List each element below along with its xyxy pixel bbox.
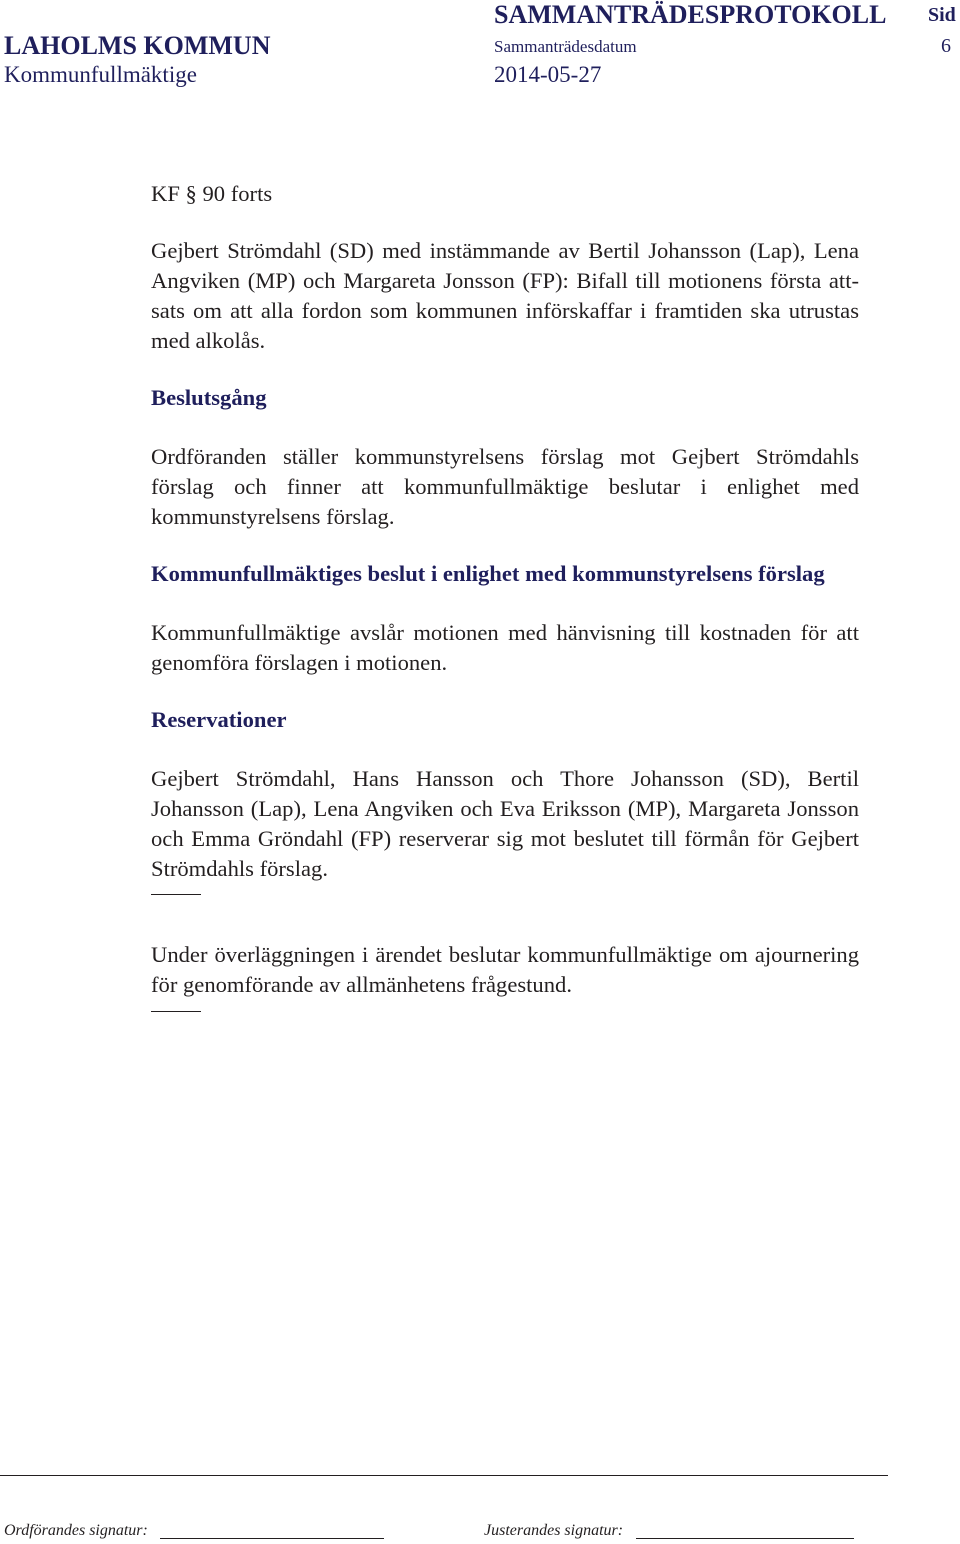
heading-decision: Kommunfullmäktiges beslut i enlighet med kommunstyrelsens förslag [151, 561, 825, 586]
chair-signature-line [160, 1538, 384, 1539]
page-number: 6 [941, 35, 951, 57]
separator-dash [151, 1011, 201, 1012]
footer-rule [0, 1475, 888, 1476]
meeting-date: 2014-05-27 [494, 62, 602, 87]
heading-beslutsgang: Beslutsgång [151, 385, 267, 410]
adjournment-paragraph: Under överläggningen i ärendet beslutar kommunfullmäktige om ajournering för genomförande av allmänhetens frågestund. [151, 942, 859, 997]
chair-signature-label: Ordförandes signatur: [4, 1522, 148, 1539]
heading-reservationer: Reservationer [151, 707, 287, 732]
document-body [151, 179, 859, 1012]
reservationer-paragraph: Gejbert Strömdahl, Hans Hansson och Thore Johansson (SD), Bertil Johansson (Lap), Lena Angviken och Eva Eriksson (MP), Margareta Jonsson och Emma Gröndahl (FP) reserverar sig mot beslutet till förmån för Gejbert Strömdahls förslag. [151, 766, 859, 881]
decision-paragraph: Kommunfullmäktige avslår motionen med hänvisning till kostnaden för att genomföra förslagen i motionen. [151, 620, 859, 675]
organization-name: LAHOLMS KOMMUN [4, 31, 271, 60]
governing-body: Kommunfullmäktige [4, 62, 197, 87]
page-label: Sid [928, 4, 956, 26]
adjuster-signature-label: Justerandes signatur: [484, 1522, 624, 1539]
adjuster-signature-line [636, 1538, 854, 1539]
section-reference: KF § 90 forts [151, 181, 273, 206]
proposal-paragraph: Gejbert Strömdahl (SD) med instämmande av Bertil Johansson (Lap), Lena Angviken (MP) och Margareta Jonsson (FP): Bifall till motionens första att-sats om att alla fordon som kommunen införskaffar i framtiden ska utrustas med alkolås. [151, 238, 859, 353]
beslutsgang-paragraph: Ordföranden ställer kommunstyrelsens förslag mot Gejbert Strömdahls förslag och finner att kommunfullmäktige beslutar i enlighet med kommunstyrelsens förslag. [151, 444, 859, 529]
meeting-date-label: Sammanträdesdatum [494, 37, 637, 56]
document-type-title: SAMMANTRÄDESPROTOKOLL [494, 0, 887, 29]
